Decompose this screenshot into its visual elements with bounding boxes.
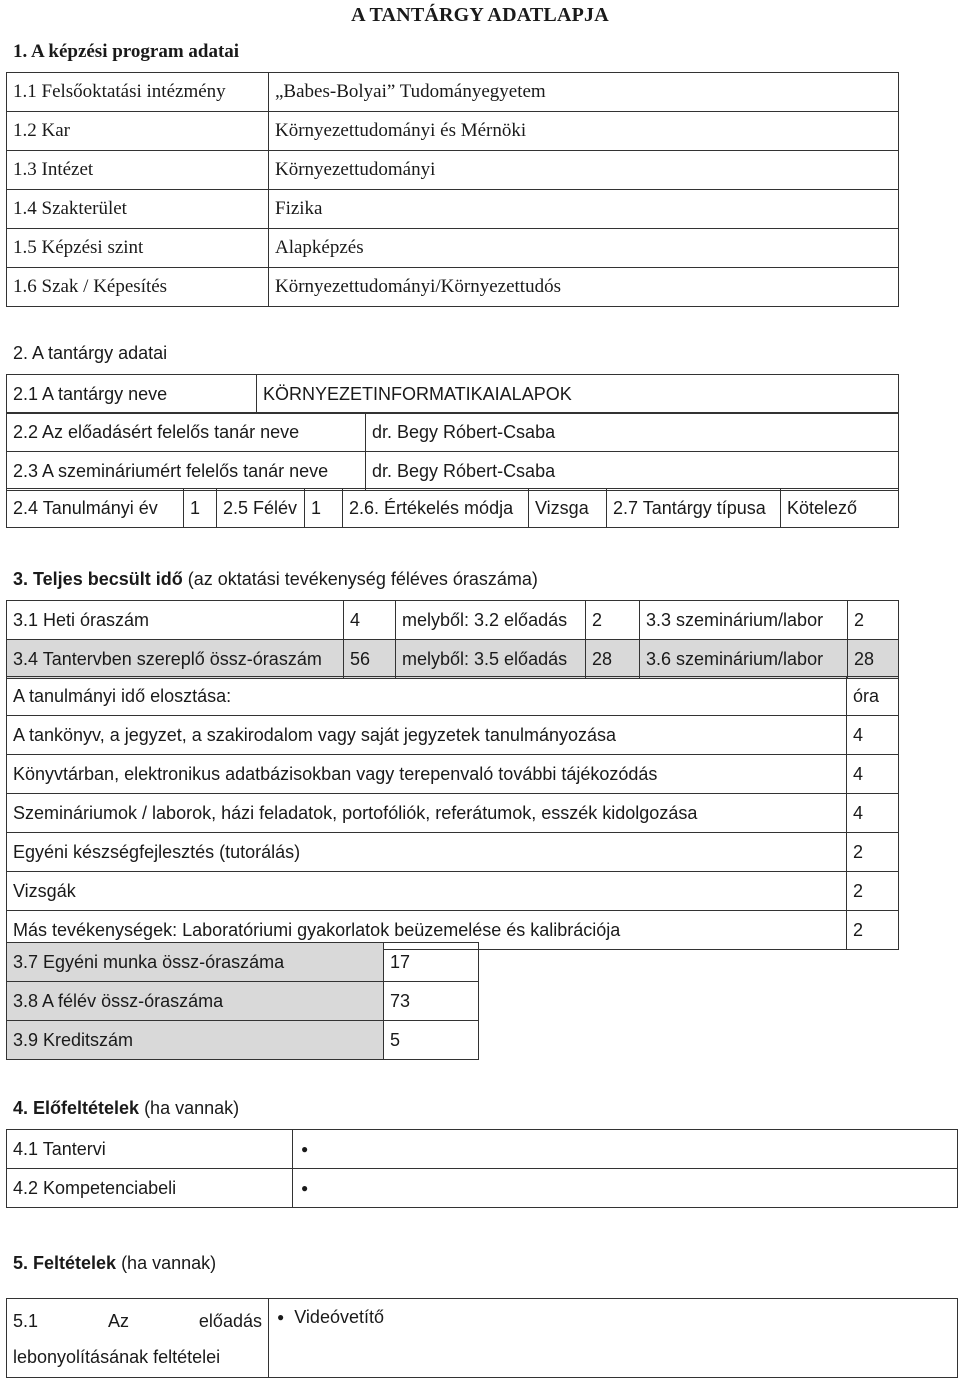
conditions-label: [7, 1299, 269, 1378]
distribution-unit: óra: [847, 677, 899, 716]
table-row: [7, 640, 899, 679]
activity-label: A tankönyv, a jegyzet, a szakirodalom vagy saját jegyzetek tanulmányozása: [7, 716, 847, 755]
activity-label: Egyéni készségfejlesztés (tutorálás): [7, 833, 847, 872]
teachers-table: [6, 412, 899, 491]
subject-type-value: Kötelező: [781, 489, 899, 528]
table-row: [7, 489, 899, 528]
lecture-value: 2: [586, 601, 640, 640]
lecturer-value: dr. Begy Róbert-Csaba: [366, 413, 899, 452]
conditions-label-part: előadás: [198, 1311, 262, 1331]
row-label: 1.5 Képzési szint: [7, 229, 269, 268]
seminar-teacher-label: 2.3 A szemináriumért felelős tanár neve: [7, 452, 366, 491]
seminar-teacher-value: dr. Begy Róbert-Csaba: [366, 452, 899, 491]
activity-hours: 4: [847, 755, 899, 794]
total-hours-label: 3.4 Tantervben szereplő össz-óraszám: [7, 640, 344, 679]
conditions-label-line2: lebonyolításának feltételei: [13, 1347, 221, 1367]
table-row: [7, 794, 899, 833]
row-value: Környezettudományi/Környezettudós: [269, 268, 899, 307]
table-row: [7, 1299, 958, 1378]
subject-name-table: [6, 374, 899, 414]
table-row: [7, 943, 479, 982]
semester-label: 2.5 Félév: [217, 489, 305, 528]
activity-hours: 2: [847, 833, 899, 872]
table-row: [7, 375, 899, 414]
subject-type-label: 2.7 Tantárgy típusa: [607, 489, 781, 528]
subject-name-label: 2.1 A tantárgy neve: [7, 375, 257, 414]
table-row: [7, 452, 899, 491]
table-row: [7, 151, 899, 190]
distribution-label: A tanulmányi idő elosztása:: [7, 677, 847, 716]
table-row: [7, 1169, 958, 1208]
activity-hours: 4: [847, 716, 899, 755]
activity-label: Vizsgák: [7, 872, 847, 911]
study-year-value: 1: [184, 489, 217, 528]
total-value: 5: [384, 1021, 479, 1060]
total-label: 3.8 A félév össz-óraszáma: [7, 982, 384, 1021]
activity-label: Könyvtárban, elektronikus adatbázisokban vagy terepenvaló további tájékozódás: [7, 755, 847, 794]
prerequisite-value: [293, 1169, 958, 1208]
row-value: Környezettudományi: [269, 151, 899, 190]
weekly-hours-label: 3.1 Heti óraszám: [7, 601, 344, 640]
conditions-value: ● Videóvetítő: [269, 1299, 958, 1378]
seminar-value: 2: [848, 601, 899, 640]
row-label: 1.6 Szak / Képesítés: [7, 268, 269, 307]
table-row: [7, 872, 899, 911]
table-row: [7, 1130, 958, 1169]
subject-name-value: KÖRNYEZETINFORMATIKAIALAPOK: [257, 375, 899, 414]
total-label: 3.9 Kreditszám: [7, 1021, 384, 1060]
section-4-heading: 4. Előfeltételek (ha vannak): [13, 1098, 240, 1118]
activity-label: Szemináriumok / laborok, házi feladatok, portofóliók, referátumok, esszék kidolgozása: [7, 794, 847, 833]
prerequisite-value: [293, 1130, 958, 1169]
total-label: 3.7 Egyéni munka össz-óraszáma: [7, 943, 384, 982]
bullet-icon: [275, 1307, 294, 1327]
table-row: [7, 716, 899, 755]
row-value: „Babes-Bolyai” Tudományegyetem: [269, 73, 899, 112]
totals-table: [6, 942, 479, 1060]
prerequisite-label: 4.1 Tantervi: [7, 1130, 293, 1169]
table-row: [7, 1021, 479, 1060]
total-lecture-value: 28: [586, 640, 640, 679]
row-value: Környezettudományi és Mérnöki: [269, 112, 899, 151]
total-lecture-label: melyből: 3.5 előadás: [396, 640, 586, 679]
section-1-heading: 1. A képzési program adatai: [13, 41, 240, 62]
table-row: [7, 112, 899, 151]
table-row: [7, 601, 899, 640]
table-row: [7, 229, 899, 268]
conditions-label-part: 5.1: [13, 1311, 39, 1331]
program-data-table: [6, 72, 899, 307]
lecturer-label: 2.2 Az előadásért felelős tanár neve: [7, 413, 366, 452]
weekly-hours-value: 4: [344, 601, 396, 640]
activity-hours: 4: [847, 794, 899, 833]
total-hours-value: 56: [344, 640, 396, 679]
total-value: 17: [384, 943, 479, 982]
table-row: [7, 677, 899, 716]
document-title: A TANTÁRGY ADATLAPJA: [351, 4, 609, 26]
table-row: [7, 268, 899, 307]
semester-value: 1: [305, 489, 343, 528]
row-label: 1.4 Szakterület: [7, 190, 269, 229]
evaluation-value: Vizsga: [529, 489, 607, 528]
hours-table: [6, 600, 899, 679]
conditions-label-part: Az: [107, 1311, 129, 1331]
subject-attributes-table: [6, 488, 899, 528]
study-year-label: 2.4 Tanulmányi év: [7, 489, 184, 528]
row-label: 1.2 Kar: [7, 112, 269, 151]
table-row: [7, 982, 479, 1021]
table-row: [7, 755, 899, 794]
total-seminar-value: 28: [848, 640, 899, 679]
table-row: [7, 413, 899, 452]
activity-hours: 2: [847, 872, 899, 911]
row-value: Fizika: [269, 190, 899, 229]
section-5-heading: 5. Feltételek (ha vannak): [13, 1253, 217, 1273]
row-label: 1.1 Felsőoktatási intézmény: [7, 73, 269, 112]
seminar-label: 3.3 szeminárium/labor: [640, 601, 848, 640]
prerequisites-table: [6, 1129, 958, 1208]
section-3-heading: 3. Teljes becsült idő (az oktatási tevékenység féléves óraszáma): [13, 569, 538, 589]
activity-label: Más tevékenységek: Laboratóriumi gyakorlatok beüzemelése és kalibrációja: [7, 911, 847, 950]
bullet-icon: [299, 1178, 318, 1198]
prerequisite-label: 4.2 Kompetenciabeli: [7, 1169, 293, 1208]
time-distribution-table: [6, 676, 899, 950]
bullet-icon: [299, 1139, 318, 1159]
table-row: [7, 190, 899, 229]
table-row: [7, 833, 899, 872]
activity-hours: 2: [847, 911, 899, 950]
conditions-table: [6, 1298, 958, 1378]
evaluation-label: 2.6. Értékelés módja: [343, 489, 529, 528]
total-value: 73: [384, 982, 479, 1021]
row-value: Alapképzés: [269, 229, 899, 268]
row-label: 1.3 Intézet: [7, 151, 269, 190]
table-row: [7, 73, 899, 112]
total-seminar-label: 3.6 szeminárium/labor: [640, 640, 848, 679]
lecture-label: melyből: 3.2 előadás: [396, 601, 586, 640]
section-2-heading: 2. A tantárgy adatai: [13, 343, 168, 363]
